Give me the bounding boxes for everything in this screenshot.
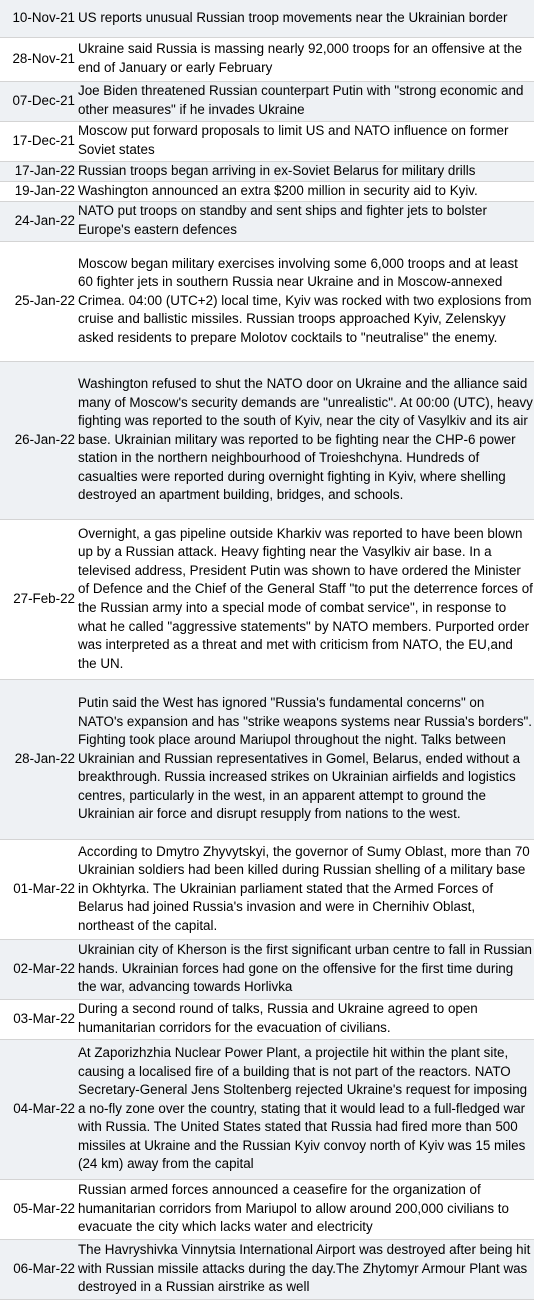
date-cell: 02-Mar-22 [0,939,77,999]
event-cell: Ukrainian city of Kherson is the first significant urban centre to fall in Russian hands. Ukrainian forces had gone on the offensive for the first time during the war, advancing towards Horlivka [77,939,534,999]
table-row [0,1039,534,1179]
event-cell: US reports unusual Russian troop movements near the Ukrainian border [77,0,534,37]
date-cell: 28-Nov-21 [0,37,77,81]
date-cell: 06-Mar-22 [0,1239,77,1299]
event-cell: At Zaporizhzhia Nuclear Power Plant, a projectile hit within the plant site, causing a localised fire of a building that is not part of the reactors. NATO Secretary-General Jens Stoltenberg rejected Ukraine's request for imposing a no-fly zone over the country, stating that it would lead to a full-fledged war with Russia. The United States stated that Russia had fired more than 500 missiles at Ukraine and the Russian Kyiv convoy north of Kyiv was 15 miles (24 km) away from the capital [77,1039,534,1179]
table-row [0,121,534,161]
event-cell: Joe Biden threatened Russian counterpart Putin with "strong economic and other measures" if he invades Ukraine [77,81,534,121]
date-cell: 05-Mar-22 [0,1179,77,1239]
event-cell: According to Dmytro Zhyvytskyi, the governor of Sumy Oblast, more than 70 Ukrainian soldiers had been killed during Russian shelling of a military base in Okhtyrka. The Ukrainian parliament stated that the Armed Forces of Belarus had joined Russia's invasion and were in Chernihiv Oblast, northeast of the capital. [77,839,534,939]
date-cell: 25-Jan-22 [0,241,77,361]
date-cell: 28-Jan-22 [0,679,77,839]
table-row [0,519,534,679]
event-cell: NATO put troops on standby and sent ships and fighter jets to bolster Europe's eastern defences [77,201,534,241]
event-cell: During a second round of talks, Russia and Ukraine agreed to open humanitarian corridors for the evacuation of civilians. [77,999,534,1039]
table-row [0,1239,534,1299]
date-cell: 07-Dec-21 [0,81,77,121]
table-row [0,201,534,241]
event-cell: Putin said the West has ignored "Russia's fundamental concerns" on NATO's expansion and has "strike weapons systems near Russia's borders". Fighting took place around Mariupol throughout the night. Talks between Ukrainian and Russian representatives in Gomel, Belarus, ended without a breakthrough. Russia increased strikes on Ukrainian airfields and logistics centres, particularly in the west, in an apparent attempt to ground the Ukrainian air force and disrupt resupply from nations to the west. [77,679,534,839]
table-row [0,1179,534,1239]
table-row [0,37,534,81]
date-cell: 10-Nov-21 [0,0,77,37]
table-row [0,181,534,201]
event-cell: Washington refused to shut the NATO door on Ukraine and the alliance said many of Moscow's security demands are "unrealistic". At 00:00 (UTC), heavy fighting was reported to the south of Kyiv, near the city of Vasylkiv and its air base. Ukrainian military was reported to be fighting near the CHP-6 power station in the northern neighbourhood of Troieshchyna. Hundreds of casualties were reported during overnight fighting in Kyiv, where shelling destroyed an apartment building, bridges, and schools. [77,361,534,519]
event-cell: Russian armed forces announced a ceasefire for the organization of humanitarian corridors from Mariupol to allow around 200,000 civilians to evacuate the city which lacks water and electricity [77,1179,534,1239]
date-cell: 03-Mar-22 [0,999,77,1039]
date-cell: 04-Mar-22 [0,1039,77,1179]
event-cell: Ukraine said Russia is massing nearly 92,000 troops for an offensive at the end of January or early February [77,37,534,81]
date-cell: 19-Jan-22 [0,181,77,201]
event-cell: The Havryshivka Vinnytsia International Airport was destroyed after being hit with Russian missile attacks during the day.The Zhytomyr Armour Plant was destroyed in a Russian airstrike as well [77,1239,534,1299]
table-row [0,361,534,519]
date-cell: 17-Dec-21 [0,121,77,161]
event-cell: Russian troops began arriving in ex-Soviet Belarus for military drills [77,161,534,181]
date-cell: 01-Mar-22 [0,839,77,939]
table-row [0,161,534,181]
table-row [0,939,534,999]
table-row [0,241,534,361]
date-cell: 26-Jan-22 [0,361,77,519]
event-cell: Washington announced an extra $200 million in security aid to Kyiv. [77,181,534,201]
table-row [0,999,534,1039]
table-row [0,0,534,37]
table-row [0,679,534,839]
date-cell: 17-Jan-22 [0,161,77,181]
event-cell: Moscow put forward proposals to limit US and NATO influence on former Soviet states [77,121,534,161]
event-cell: Moscow began military exercises involving some 6,000 troops and at least 60 fighter jets in southern Russia near Ukraine and in Moscow-annexed Crimea. 04:00 (UTC+2) local time, Kyiv was rocked with two explosions from cruise and ballistic missiles. Russian troops approached Kyiv, Zelenskyy asked residents to prepare Molotov cocktails to "neutralise" the enemy. [77,241,534,361]
table-row [0,81,534,121]
date-cell: 27-Feb-22 [0,519,77,679]
date-cell: 24-Jan-22 [0,201,77,241]
table-row [0,839,534,939]
event-cell: Overnight, a gas pipeline outside Kharkiv was reported to have been blown up by a Russian attack. Heavy fighting near the Vasylkiv air base. In a televised address, President Putin was shown to have ordered the Minister of Defence and the Chief of the General Staff "to put the deterrence forces of the Russian army into a special mode of combat service", in response to what he called "aggressive statements" by NATO members. Purported order was interpreted as a threat and met with criticism from NATO, the EU,and the UN. [77,519,534,679]
